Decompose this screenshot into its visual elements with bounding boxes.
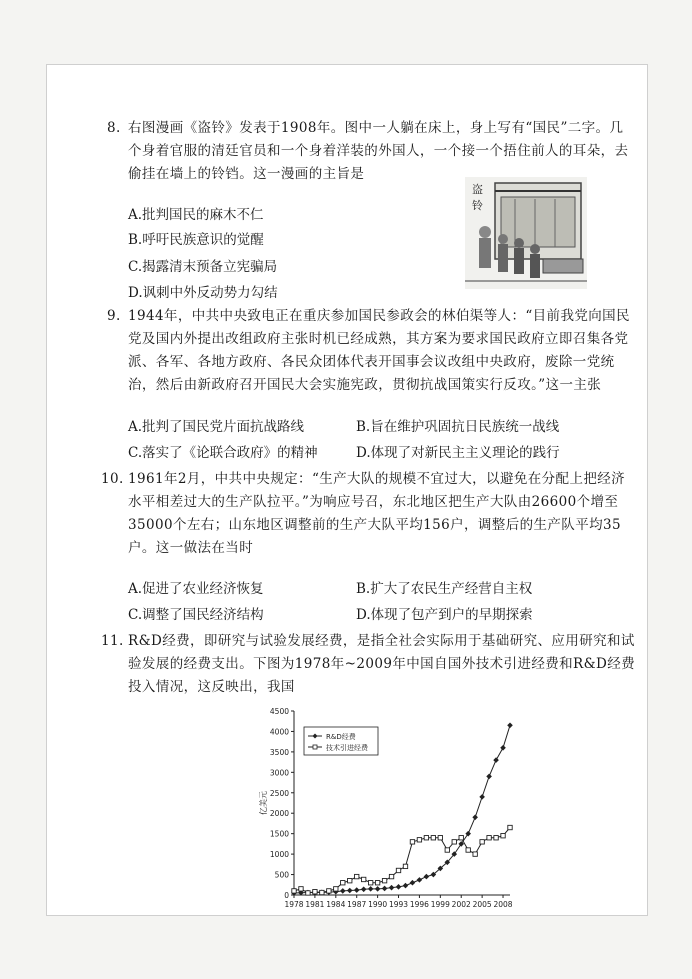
y-axis-label: 亿美元 — [259, 791, 268, 815]
x-tick-label: 1993 — [388, 900, 409, 909]
data-point-tech — [334, 887, 338, 891]
series-line-2 — [294, 828, 510, 893]
data-point-tech — [459, 836, 463, 840]
data-point-tech — [368, 881, 372, 885]
data-point-rd — [424, 874, 430, 880]
legend-marker — [313, 745, 317, 749]
data-point-rd — [403, 883, 409, 889]
data-point-rd — [361, 886, 367, 892]
data-point-rd — [417, 877, 423, 883]
data-point-tech — [313, 890, 317, 894]
data-point-tech — [306, 891, 310, 895]
x-tick-label: 1990 — [368, 900, 388, 909]
x-tick-label: 1987 — [347, 900, 367, 909]
option-c[interactable]: C.揭露清末预备立宪骗局 — [128, 259, 278, 275]
y-tick-label: 3500 — [269, 747, 289, 757]
data-point-tech — [375, 881, 379, 885]
y-tick-label: 2500 — [269, 788, 289, 798]
chart-svg — [252, 703, 517, 911]
data-point-rd — [472, 815, 478, 821]
data-point-tech — [480, 840, 484, 844]
data-point-tech — [348, 878, 352, 882]
y-tick-label: 1000 — [269, 850, 289, 860]
y-tick-label: 0 — [284, 891, 289, 900]
data-point-tech — [431, 836, 435, 840]
cartoon-image — [465, 177, 587, 289]
data-point-tech — [473, 852, 477, 856]
option-a[interactable]: A.批判国民的麻木不仁 — [128, 207, 264, 223]
data-point-rd — [347, 888, 353, 894]
data-point-rd — [382, 886, 388, 892]
data-point-tech — [396, 868, 400, 872]
option-d[interactable]: D.体现了对新民主主义理论的践行 — [356, 445, 560, 461]
y-tick-label: 3000 — [269, 768, 289, 778]
data-point-tech — [382, 878, 386, 882]
data-point-tech — [424, 836, 428, 840]
x-tick-label: 2005 — [472, 900, 492, 909]
question-text-line: 1961年2月，中共中央规定：“生产大队的规模不宜过大，以避免在分配上把经济 — [128, 471, 626, 487]
data-point-tech — [508, 825, 512, 829]
x-tick-label: 1999 — [430, 900, 450, 909]
data-point-rd — [340, 888, 346, 894]
option-a[interactable]: A.批判了国民党片面抗战路线 — [128, 419, 305, 435]
data-point-tech — [327, 889, 331, 893]
question-number: 9. — [107, 308, 121, 324]
data-point-tech — [438, 836, 442, 840]
data-point-tech — [487, 836, 491, 840]
x-tick-label: 1978 — [284, 900, 304, 909]
x-tick-label: 1984 — [326, 900, 346, 909]
question-text-line: 党及国内外提出改组政府主张时机已经成熟，其方案为要求国民政府立即召集各党 — [128, 331, 629, 347]
y-tick-label: 4000 — [269, 727, 289, 737]
cartoon-title-1: 盗 — [472, 183, 483, 196]
legend-label: R&D经费 — [326, 732, 356, 741]
x-tick-label: 1996 — [409, 900, 429, 909]
option-c[interactable]: C.落实了《论联合政府》的精神 — [128, 445, 318, 461]
x-tick-label: 2008 — [493, 900, 513, 909]
option-b[interactable]: B.呼吁民族意识的觉醒 — [128, 232, 264, 248]
data-point-tech — [320, 890, 324, 894]
data-point-tech — [501, 834, 505, 838]
y-tick-label: 2000 — [269, 809, 289, 819]
question-number: 11. — [101, 633, 124, 649]
data-point-rd — [493, 757, 499, 763]
question-text-line: 右图漫画《盗铃》发表于1908年。图中一人躺在床上，身上写有“国民”二字。几 — [128, 120, 624, 136]
data-point-rd — [479, 794, 485, 800]
x-tick-label: 2002 — [451, 900, 471, 909]
option-a[interactable]: A.促进了农业经济恢复 — [128, 581, 264, 597]
option-b[interactable]: B.旨在维护巩固抗日民族统一战线 — [356, 419, 560, 435]
x-tick-label: 1981 — [305, 900, 325, 909]
data-point-rd — [465, 831, 471, 837]
legend-label: 技术引进经费 — [326, 743, 368, 752]
question-text-line: 派、各军、各地方政府、各民众团体代表开国事会议改组中央政府，废除一党统 — [128, 354, 615, 370]
data-point-rd — [389, 885, 395, 891]
data-point-rd — [507, 723, 513, 729]
y-tick-label: 4500 — [269, 707, 289, 716]
question-text-line: 户。这一做法在当时 — [128, 540, 254, 556]
option-b[interactable]: B.扩大了农民生产经营自主权 — [356, 581, 533, 597]
data-point-tech — [410, 840, 414, 844]
question-number: 8. — [107, 120, 121, 136]
data-point-tech — [341, 881, 345, 885]
question-text-line: 投入情况，这反映出，我国 — [128, 679, 295, 695]
question-number: 10. — [101, 471, 124, 487]
question-text-line: 水平相差过大的生产队拉平。”为响应号召，东北地区把生产大队由26600个增至 — [128, 494, 619, 510]
exam-page — [46, 64, 648, 916]
data-point-tech — [452, 840, 456, 844]
question-text-line: 35000个左右；山东地区调整前的生产大队平均156户，调整后的生产队平均35 — [128, 517, 621, 533]
cartoon-title-2: 铃 — [472, 199, 483, 212]
data-point-rd — [410, 880, 416, 886]
data-point-rd — [375, 886, 381, 892]
data-point-rd — [354, 887, 360, 893]
question-text-line: R&D经费，即研究与试验发展经费，是指全社会实际用于基础研究、应用研究和试 — [128, 633, 635, 649]
data-point-tech — [389, 874, 393, 878]
data-point-tech — [355, 874, 359, 878]
question-text-line: 治，然后由新政府召开国民大会实施宪政，贯彻抗战国策实行反攻。”这一主张 — [128, 377, 602, 393]
question-text-line: 验发展的经费支出。下图为1978年~2009年中国自国外技术引进经费和R&D经费 — [128, 656, 636, 672]
question-text-line: 个身着官服的清廷官员和一个身着洋装的外国人，一个接一个捂住前人的耳朵，去 — [128, 143, 629, 159]
data-point-tech — [361, 877, 365, 881]
data-point-tech — [403, 864, 407, 868]
option-d[interactable]: D.讽刺中外反动势力勾结 — [128, 285, 278, 301]
y-tick-label: 500 — [274, 870, 289, 880]
data-point-tech — [292, 889, 296, 893]
data-point-tech — [417, 838, 421, 842]
data-point-tech — [445, 848, 449, 852]
option-c[interactable]: C.调整了国民经济结构 — [128, 607, 264, 623]
data-point-rd — [500, 745, 506, 751]
question-text-line: 偷挂在墙上的铃铛。这一漫画的主旨是 — [128, 166, 365, 182]
data-point-rd — [368, 886, 374, 892]
data-point-tech — [466, 848, 470, 852]
question-text-line: 1944年，中共中央致电正在重庆参加国民参政会的林伯渠等人：“目前我党向国民 — [128, 308, 630, 324]
data-point-tech — [299, 887, 303, 891]
rd-funding-chart — [252, 703, 517, 911]
data-point-rd — [396, 884, 402, 890]
y-tick-label: 1500 — [269, 829, 289, 839]
data-point-tech — [494, 836, 498, 840]
option-d[interactable]: D.体现了包产到户的早期探索 — [356, 607, 533, 623]
data-point-rd — [486, 774, 492, 780]
